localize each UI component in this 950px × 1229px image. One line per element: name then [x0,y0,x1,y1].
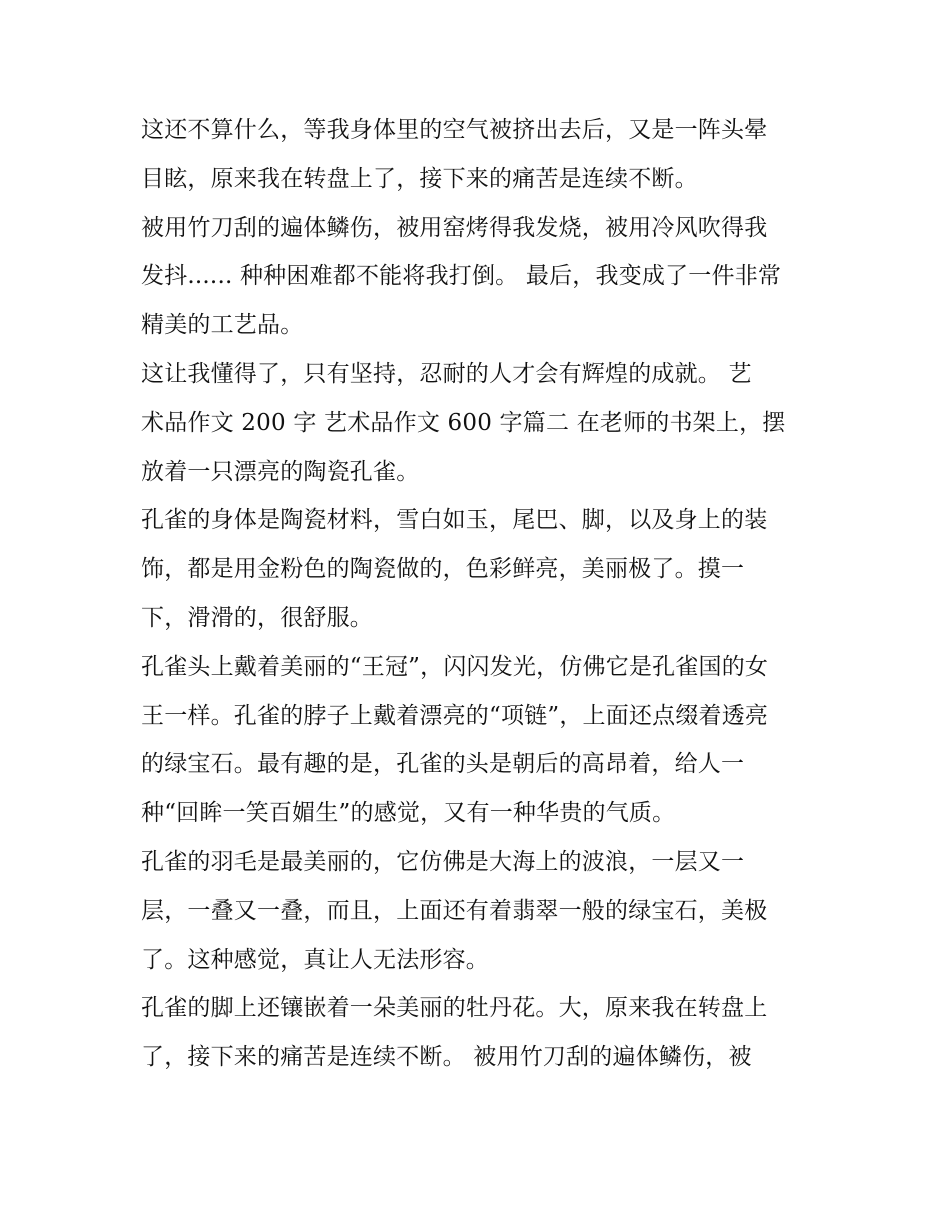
text-line: 目眩，原来我在转盘上了，接下来的痛苦是连续不断。 [141,165,698,192]
text-line: 了，接下来的痛苦是连续不断。 被用竹刀刮的遍体鳞伤，被 [141,1044,752,1071]
text-line: 下，滑滑的，很舒服。 [141,604,373,631]
text-line: 这让我懂得了，只有坚持，忍耐的人才会有辉煌的成就。 艺 [141,360,752,387]
text-line: 这还不算什么，等我身体里的空气被挤出去后，又是一阵头晕 [141,117,768,143]
text-line: 孔雀的脚上还镶嵌着一朵美丽的牡丹花。大，原来我在转盘上 [141,995,768,1022]
text-line: 放着一只漂亮的陶瓷孔雀。 [141,458,420,485]
text-line: 的绿宝石。最有趣的是，孔雀的头是朝后的高昂着，给人一 [141,751,745,778]
text-line: 精美的工艺品。 [141,312,304,339]
document-body [141,106,813,1082]
text-line: 孔雀的羽毛是最美丽的，它仿佛是大海上的波浪，一层又一 [141,848,745,875]
text-line: 孔雀头上戴着美丽的“王冠”，闪闪发光，仿佛它是孔雀国的女 [141,653,769,680]
text-line: 饰，都是用金粉色的陶瓷做的，色彩鲜亮，美丽极了。摸一 [141,556,745,583]
text-line: 种“回眸一笑百媚生”的感觉，又有一种华贵的气质。 [141,800,676,827]
text-line: 术品作文 200 字 艺术品作文 600 字篇二 在老师的书架上，摆 [141,409,786,436]
text-line: 孔雀的身体是陶瓷材料，雪白如玉，尾巴、脚，以及身上的装 [141,507,768,534]
text-line: 层，一叠又一叠，而且，上面还有着翡翠一般的绿宝石，美极 [141,897,768,924]
text-line: 王一样。孔雀的脖子上戴着漂亮的“项链”，上面还点缀着透亮 [141,702,769,729]
text-line: 发抖...... 种种困难都不能将我打倒。 最后，我变成了一件非常 [141,263,782,290]
text-line: 了。这种感觉，真让人无法形容。 [141,946,489,973]
text-line: 被用竹刀刮的遍体鳞伤，被用窑烤得我发烧，被用冷风吹得我 [141,214,768,241]
